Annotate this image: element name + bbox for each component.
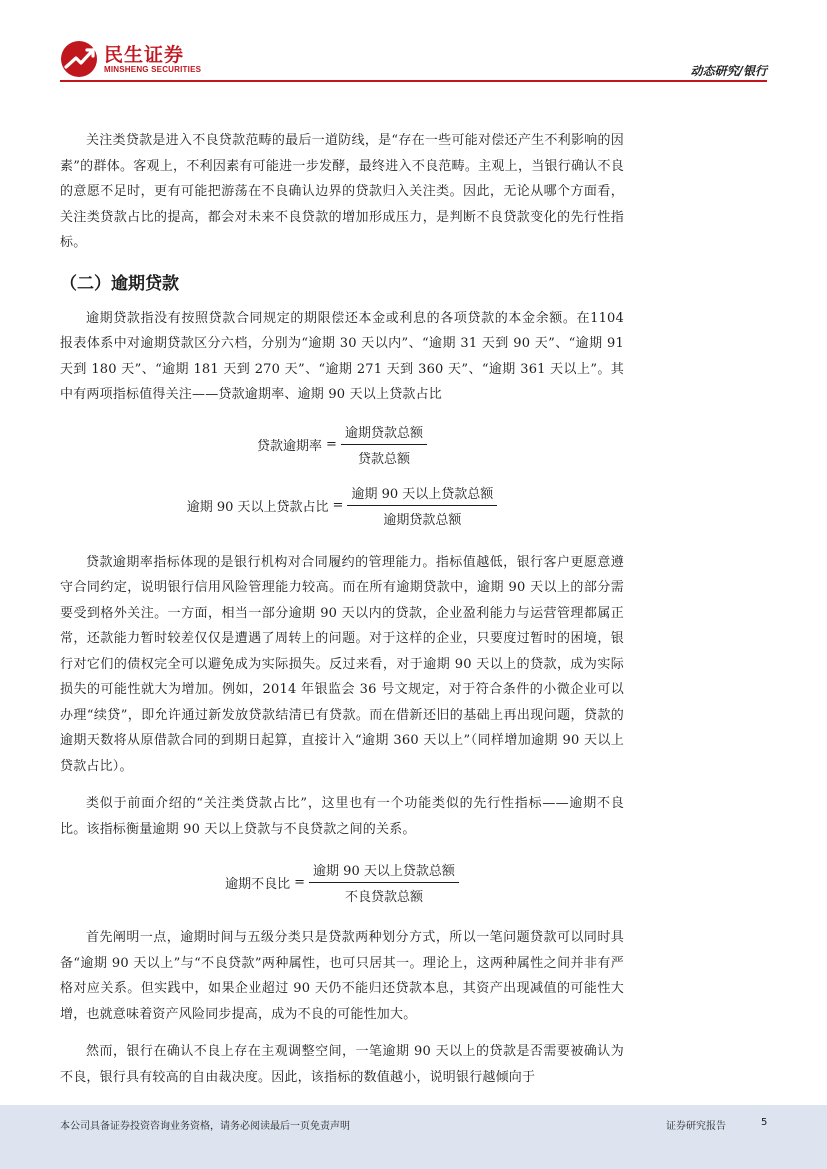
paragraph-attention-loans: 关注类贷款是进入不良贷款范畴的最后一道防线，是“存在一些可能对偿还产生不利影响的因素”的群体。客观上，不利因素有可能进一步发酵，最终进入不良范畴。主观上，当银行确认不良的意愿不足时，更有可能把游荡在不良确认边界的贷款归入关注类。因此，无论从哪个方面看，关注类贷款占比的提高，都会对未来不良贷款的增加形成压力，是判断不良贷款变化的先行性指标。 bbox=[60, 133, 624, 250]
paragraph-overdue-rate-analysis: 贷款逾期率指标体现的是银行机构对合同履约的管理能力。指标值越低，银行客户更愿意遵守合同约定，说明银行信用风险管理能力较高。而在所有逾期贷款中，逾期 90 天以上的部分需要受到格外关注。一方面，相当一部分逾期 90 天以内的贷款，企业盈利能力与运营管理都属正常，还款能力暂时较差仅仅是遭遇了周转上的问题。对于这样的企业，只要度过暂时的困境，银行对它们的债权完全可以避免成为实际损失。反过来看，对于逾期 90 天以上的贷款，成为实际损失的可能性就大为增加。例如，2014 年银监会 36 号文规定，对于符合条件的小微企业可以办理“续贷”，即允许通过新发放贷款结清已有贷款。而在借新还旧的基础上再出现问题，贷款的逾期天数将从原借款合同的到期日起算，直接计入“逾期 360 天以上”（同样增加逾期 90 天以上贷款占比）。 bbox=[60, 554, 624, 774]
page-footer bbox=[0, 1105, 827, 1169]
logo-chinese-name: 民生证券 bbox=[104, 44, 185, 66]
page-number: 5 bbox=[761, 1117, 768, 1128]
formula-lhs: 逾期 90 天以上贷款占比 bbox=[186, 499, 329, 515]
minsheng-logo-icon bbox=[60, 40, 100, 78]
formula-equals: = bbox=[332, 497, 344, 513]
section-heading-overdue-loans: （二）逾期贷款 bbox=[60, 273, 179, 294]
formula-numerator: 逾期贷款总额 bbox=[341, 422, 427, 445]
formula-numerator: 逾期 90 天以上贷款总额 bbox=[309, 860, 459, 883]
formula-fraction bbox=[341, 422, 427, 467]
footer-report-type: 证券研究报告 bbox=[666, 1121, 726, 1132]
formula-fraction bbox=[309, 860, 459, 905]
document-body bbox=[60, 128, 624, 1090]
paragraph-overdue-definition: 逾期贷款指没有按照贷款合同规定的期限偿还本金或利息的各项贷款的本金余额。在1104 报表体系中对逾期贷款区分六档，分别为“逾期 30 天以内”、“逾期 31 天到 90 天”、“逾期 91 天到 180 天”、“逾期 181 天到 270 天”、“逾期 271 天到 360 天”、“逾期 361 天以上”。其中有两项指标值得关注——贷款逾期率、逾期 90 天以上贷款占比 bbox=[60, 310, 624, 402]
formula-equals: = bbox=[326, 436, 337, 452]
formula-denominator: 逾期贷款总额 bbox=[383, 512, 462, 528]
footer-disclaimer: 本公司具备证券投资咨询业务资格，请务必阅读最后一页免责声明 bbox=[60, 1121, 350, 1132]
logo-english-name: MINSHENG SECURITIES bbox=[104, 65, 202, 74]
report-section-tag: 动态研究/银行 bbox=[690, 64, 767, 78]
formula-numerator: 逾期 90 天以上贷款总额 bbox=[347, 483, 497, 506]
paragraph-subjective-adjustment: 然而，银行在确认不良上存在主观调整空间，一笔逾期 90 天以上的贷款是否需要被确认为不良，银行具有较高的自由裁决度。因此，该指标的数值越小，说明银行越倾向于 bbox=[60, 1044, 624, 1085]
formula-equals: = bbox=[294, 875, 306, 890]
formula-denominator: 不良贷款总额 bbox=[344, 890, 423, 905]
paragraph-overdue-npl-ratio-intro: 类似于前面介绍的“关注类贷款占比”，这里也有一个功能类似的先行性指标——逾期不良比。该指标衡量逾期 90 天以上贷款与不良贷款之间的关系。 bbox=[60, 796, 624, 837]
formula-denominator: 贷款总额 bbox=[357, 451, 410, 467]
formula-fraction bbox=[347, 483, 497, 528]
formula-lhs: 逾期不良比 bbox=[225, 877, 291, 892]
header-divider bbox=[60, 80, 767, 82]
minsheng-logo bbox=[60, 40, 210, 78]
page-header bbox=[0, 0, 827, 82]
formula-overdue-npl-ratio bbox=[60, 860, 624, 905]
formula-overdue-90-share bbox=[60, 483, 624, 528]
formula-lhs: 贷款逾期率 bbox=[257, 438, 323, 454]
paragraph-classification-note: 首先阐明一点，逾期时间与五级分类只是贷款两种划分方式，所以一笔问题贷款可以同时具备“逾期 90 天以上”与“不良贷款”两种属性，也可只居其一。理论上，这两种属性之间并非有严格对应关系。但实践中，如果企业超过 90 天仍不能归还贷款本息，其资产出现减值的可能性大增，也就意味着资产风险同步提高，成为不良的可能性加大。 bbox=[60, 930, 624, 1022]
formula-overdue-rate bbox=[60, 422, 624, 467]
